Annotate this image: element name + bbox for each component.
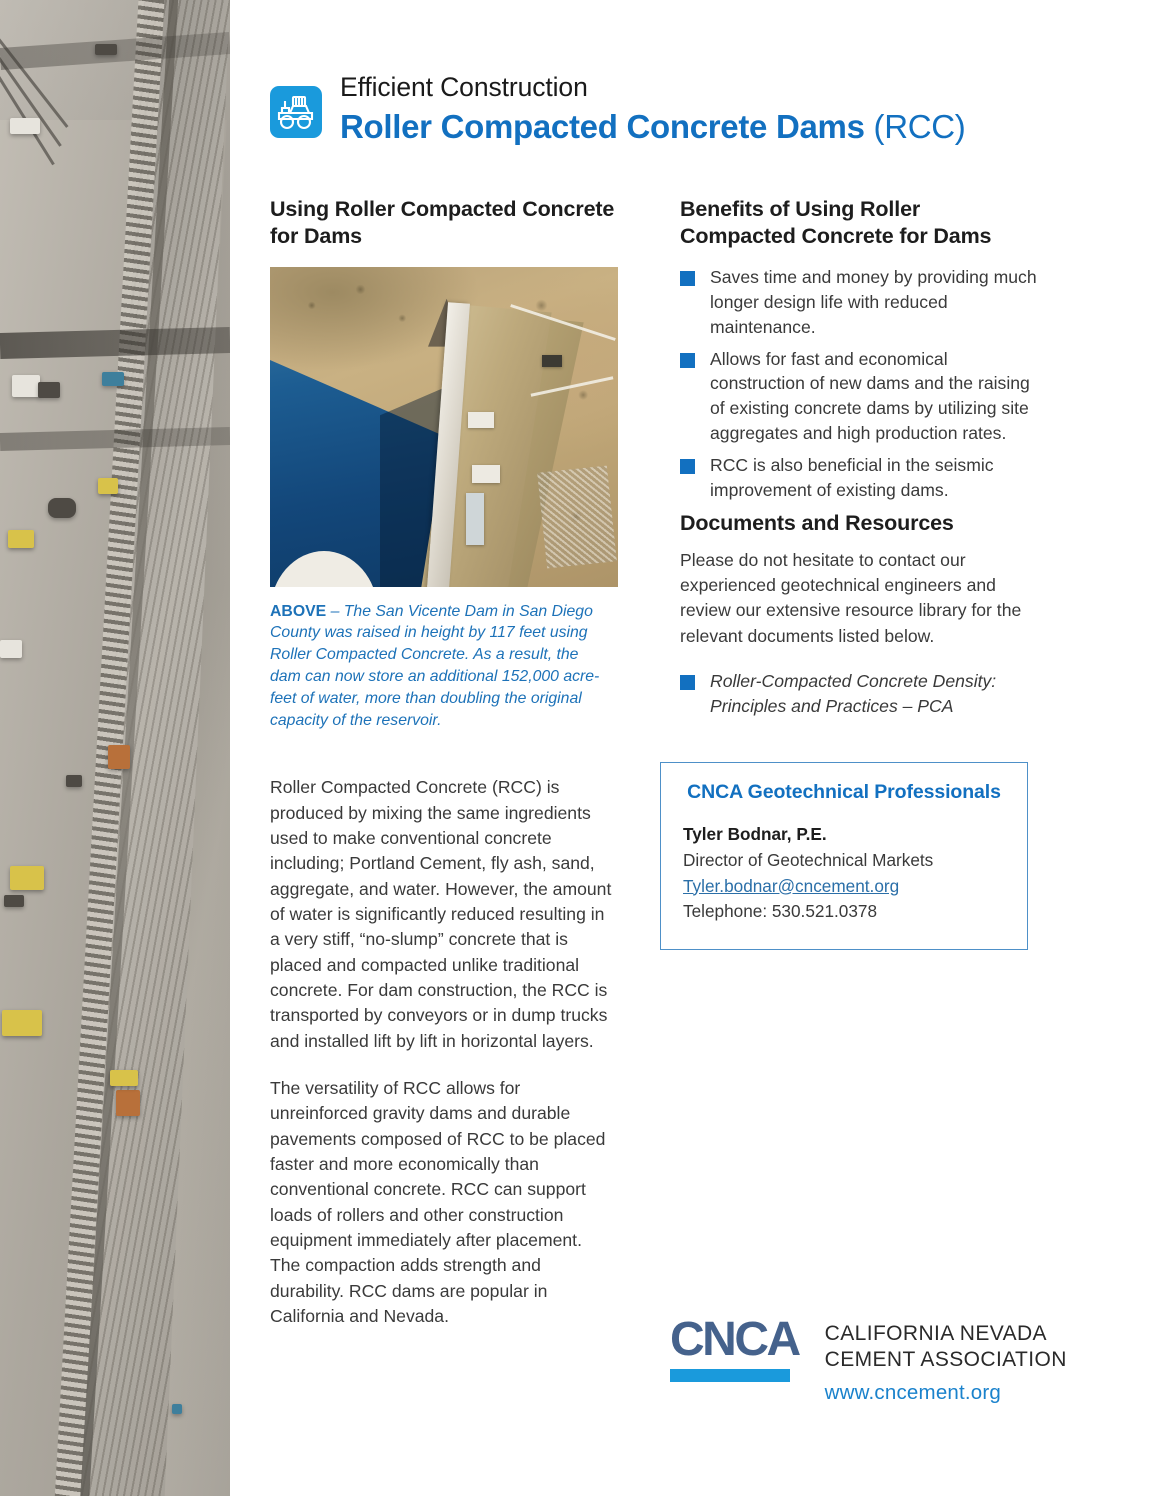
contact-role: Director of Geotechnical Markets (683, 849, 934, 870)
photo-roller (8, 530, 34, 548)
photo-tunnel-portal (542, 355, 562, 367)
caption-text: The San Vicente Dam in San Diego County was raised in height by 117 feet using Roller Compacted Concrete. As a result, the dam can now store an additional 152,000 acre-feet of water, more than doubling the original capacity of the reservoir. (270, 602, 600, 729)
photo-conveyor (116, 1090, 140, 1116)
contact-telephone: Telephone: 530.521.0378 (683, 901, 878, 922)
photo-equipment (0, 640, 22, 658)
section-heading-benefits: Benefits of Using Roller Compacted Concrete for Dams (680, 197, 992, 249)
photo-riprap (537, 465, 617, 568)
page-title (340, 106, 966, 147)
section-heading-documents: Documents and Resources (680, 511, 954, 536)
cnca-logo-mark (670, 1313, 799, 1382)
photo-equipment (10, 118, 40, 134)
page-title-light: (RCC) (873, 108, 966, 146)
photo-equipment (110, 1070, 138, 1086)
benefit-text: Saves time and money by providing much longer design life with reduced maintenance. (710, 266, 1037, 337)
header-eyebrow: Efficient Construction (340, 72, 588, 102)
photo-roller (10, 866, 44, 890)
photo-outlet-tower (466, 493, 484, 545)
square-bullet-icon (680, 675, 695, 690)
list-item (680, 347, 1038, 447)
square-bullet-icon (680, 353, 695, 368)
list-item (680, 265, 1038, 340)
photo-roller (2, 1010, 42, 1036)
caption-label: ABOVE (270, 602, 327, 620)
photo-tanker (48, 498, 76, 518)
roller-compactor-icon (270, 86, 322, 138)
photo-dumpster (102, 372, 124, 386)
org-name-line-1: CALIFORNIA NEVADA (824, 1322, 1047, 1345)
photo-equipment (95, 44, 117, 55)
list-item[interactable] (680, 669, 1038, 719)
document-link-text[interactable]: Roller-Compacted Concrete Density: Principles and Practices – PCA (710, 670, 997, 716)
photo-equipment (66, 775, 82, 787)
photo-worker (172, 1404, 182, 1414)
contact-box-title: CNCA Geotechnical Professionals (687, 781, 1001, 803)
contact-name: Tyler Bodnar, P.E. (683, 824, 827, 844)
paragraph-rcc-versatility: The versatility of RCC allows for unreinforced gravity dams and durable pavements composed of RCC to be placed faster and more economically than conventional concrete. RCC can support loads of rollers and other construction equipment immediately after placement. The compaction adds strength and durability. RCC dams are popular in California and Nevada. (270, 1077, 606, 1326)
contact-box (660, 762, 1028, 950)
photo-loader (98, 478, 118, 494)
photo-intake-structure-2 (472, 465, 500, 483)
caption-dash: – (326, 602, 344, 620)
page-title-bold: Roller Compacted Concrete Dams (340, 108, 865, 146)
documents-list (680, 669, 1038, 719)
page-header (270, 72, 1070, 148)
left-column (270, 196, 618, 1351)
left-body-text (270, 775, 618, 1329)
photo-conveyor (108, 745, 130, 769)
benefit-text: RCC is also beneficial in the seismic improvement of existing dams. (710, 455, 994, 501)
photo-equipment (4, 895, 24, 907)
dam-construction-photo-strip (0, 0, 230, 1496)
photo-intake-structure-1 (468, 412, 494, 428)
cnca-org-name (825, 1321, 1067, 1405)
benefit-text: Allows for fast and economical construction of new dams and the raising of existing concrete dams by utilizing site aggregates and high production rates. (710, 348, 1030, 444)
paragraph-rcc-definition: Roller Compacted Concrete (RCC) is produced by mixing the same ingredients used to make conventional concrete including; Portland Cement, fly ash, sand, aggregate, and water. However, the amount of water is significantly reduced resulting in a very stiff, “no-slump” concrete that is placed and compacted unlike traditional concrete. For dam construction, the RCC is transported by conveyors or in dump trucks and installed lift by lift in horizontal layers. (270, 777, 612, 1051)
cnca-footer-logo[interactable] (670, 1313, 1067, 1405)
square-bullet-icon (680, 459, 695, 474)
photo-caption (270, 601, 600, 732)
contact-email-link[interactable]: Tyler.bodnar@cncement.org (683, 875, 900, 896)
photo-truck (12, 375, 40, 397)
square-bullet-icon (680, 271, 695, 286)
benefits-list (680, 265, 1038, 504)
list-item (680, 453, 1038, 503)
section-heading-using-rcc: Using Roller Compacted Concrete for Dams (270, 197, 615, 249)
photo-truck-bed (38, 382, 60, 398)
san-vicente-dam-photo (270, 267, 618, 587)
paragraph-documents-intro: Please do not hesitate to contact our experienced geotechnical engineers and review our extensive resource library for the relevant documents listed below. (680, 549, 1022, 646)
website-url[interactable]: www.cncement.org (824, 1381, 1002, 1405)
document-page (230, 0, 1156, 1496)
cnca-logo-bar (670, 1369, 790, 1382)
cnca-logo-text: CNCA (670, 1313, 799, 1366)
org-name-line-2: CEMENT ASSOCIATION (824, 1347, 1067, 1371)
